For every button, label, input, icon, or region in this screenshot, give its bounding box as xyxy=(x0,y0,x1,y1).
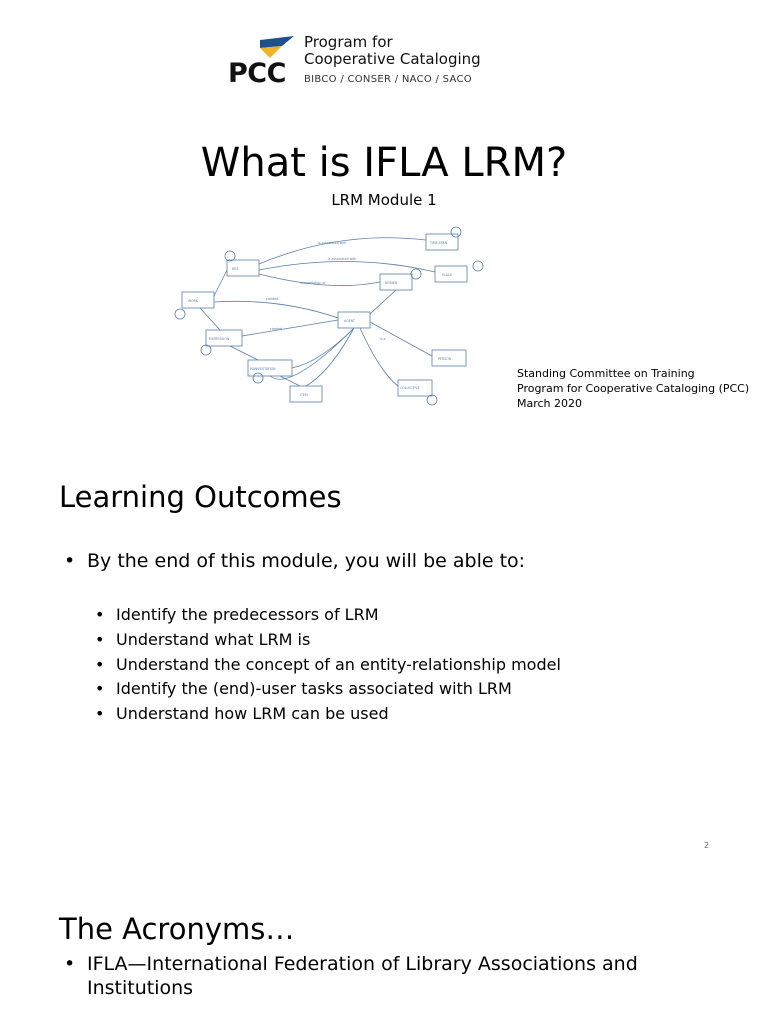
logo-abbr: PCC xyxy=(228,58,286,89)
outcomes-intro xyxy=(64,550,525,572)
outcome-text: Understand what LRM is xyxy=(116,630,311,649)
bullet-icon: • xyxy=(64,550,76,572)
logo-line-2: Cooperative Cataloging xyxy=(304,50,481,68)
list-item xyxy=(95,605,379,624)
svg-text:MANIFESTATION: MANIFESTATION xyxy=(250,367,276,371)
svg-text:created: created xyxy=(270,327,283,331)
committee-line: Program for Cooperative Cataloging (PCC) xyxy=(517,382,750,395)
slide-title: What is IFLA LRM? xyxy=(200,140,568,186)
pcc-logo xyxy=(228,32,488,92)
list-item xyxy=(95,630,310,649)
svg-text:is associated with: is associated with xyxy=(318,241,347,245)
page-number: 2 xyxy=(704,841,710,850)
bullet-icon: • xyxy=(95,655,105,674)
svg-text:created: created xyxy=(266,297,279,301)
svg-text:NOMEN: NOMEN xyxy=(385,281,398,285)
list-item xyxy=(64,952,684,1000)
bullet-icon: • xyxy=(95,704,105,723)
outcome-text: Identify the (end)-user tasks associated with LRM xyxy=(116,679,512,698)
outcome-text: Understand the concept of an entity-relationship model xyxy=(116,655,561,674)
acronyms-title: The Acronyms… xyxy=(59,912,295,946)
svg-text:TIME-SPAN: TIME-SPAN xyxy=(430,241,448,245)
learning-outcomes-title: Learning Outcomes xyxy=(59,480,342,514)
bullet-icon: • xyxy=(95,605,105,624)
svg-text:is appellation of: is appellation of xyxy=(300,281,326,285)
svg-text:EXPRESSION: EXPRESSION xyxy=(209,337,230,341)
logo-line-1: Program for xyxy=(304,33,393,51)
bullet-icon: • xyxy=(95,630,105,649)
lrm-entity-diagram xyxy=(170,222,490,412)
svg-text:WORK: WORK xyxy=(188,299,198,303)
slide-subtitle: LRM Module 1 xyxy=(331,191,437,209)
svg-text:PERSON: PERSON xyxy=(438,357,452,361)
pcc-flag-icon xyxy=(256,34,296,60)
list-item xyxy=(95,679,512,698)
committee-info xyxy=(517,366,749,411)
committee-line: Standing Committee on Training xyxy=(517,367,695,380)
svg-text:is a: is a xyxy=(380,337,386,341)
svg-text:PLACE: PLACE xyxy=(442,273,453,277)
svg-text:RES: RES xyxy=(232,267,239,271)
list-item xyxy=(95,704,389,723)
svg-text:AGENT: AGENT xyxy=(344,319,355,323)
svg-text:COLLECTIVE: COLLECTIVE xyxy=(400,386,420,390)
outcome-text: Understand how LRM can be used xyxy=(116,704,389,723)
outcome-text: Identify the predecessors of LRM xyxy=(116,605,379,624)
acronym-text: IFLA—International Federation of Library Associations and Institutions xyxy=(87,953,638,999)
list-item xyxy=(95,655,561,674)
svg-text:ITEM: ITEM xyxy=(300,393,308,397)
committee-line: March 2020 xyxy=(517,397,583,410)
logo-line-3: BIBCO / CONSER / NACO / SACO xyxy=(304,74,472,85)
outcomes-intro-text: By the end of this module, you will be able to: xyxy=(87,550,526,572)
svg-text:is associated with: is associated with xyxy=(328,257,357,261)
bullet-icon: • xyxy=(64,953,76,975)
bullet-icon: • xyxy=(95,679,105,698)
